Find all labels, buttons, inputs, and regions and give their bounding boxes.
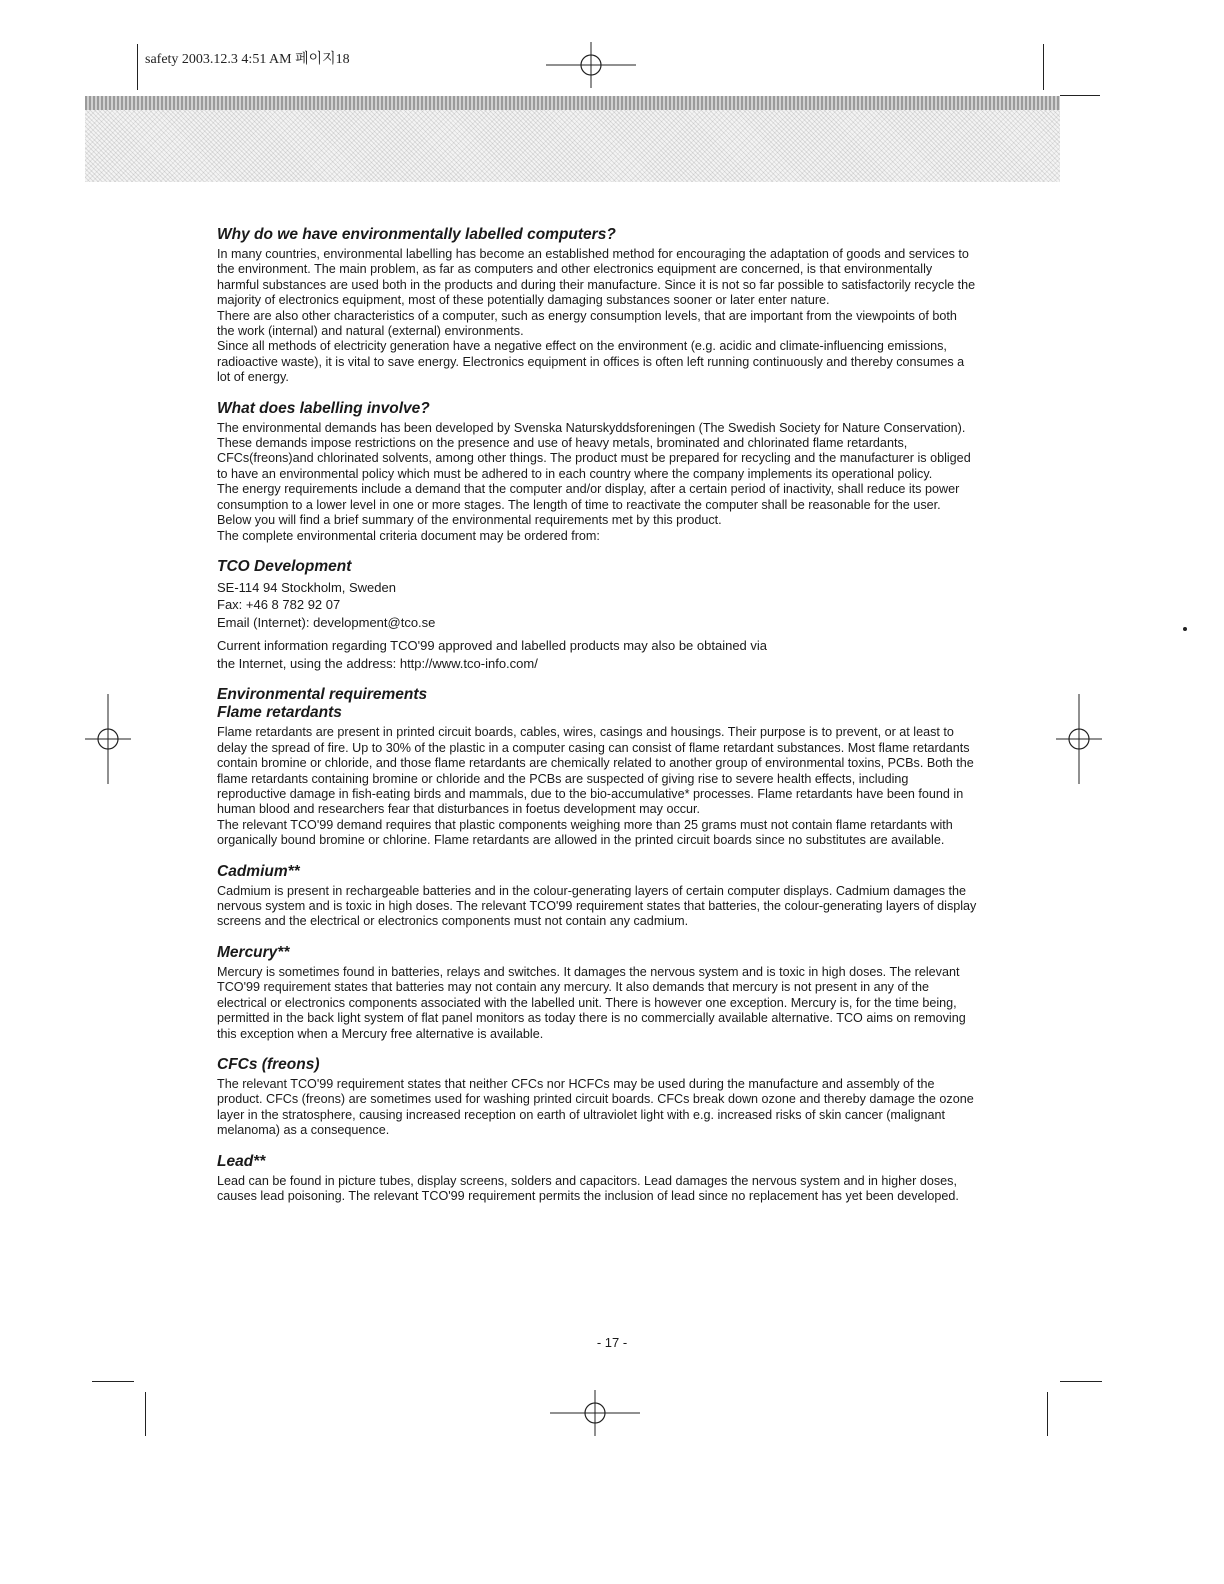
page-number: - 17 - <box>596 1335 628 1350</box>
crop-mark-top-left <box>137 44 138 90</box>
print-header: safety 2003.12.3 4:51 AM 페이지18 <box>145 52 350 67</box>
paragraph: There are also other characteristics of a computer, such as energy consumption levels, that are important from the viewpoints of both the work (internal) and natural (external) environments. <box>217 308 957 339</box>
registration-mark-right-icon <box>1056 694 1102 784</box>
section-labelling <box>217 400 977 544</box>
section-cadmium-heading: Cadmium** <box>217 862 300 880</box>
paragraph: In many countries, environmental labelling has become an established method for encouraging the adaptation of goods and services to the environment. The main problem, as far as computers and other electronics equipment are concerned, is that environmentally harmful substances are used both in the products and during their manufacture. Since it is not so far possible to satisfactorily recycle the majority of electronics equipment, most of these potentially damaging substances sooner or later enter nature. <box>217 247 976 308</box>
registration-mark-left-icon <box>85 694 131 784</box>
paragraph: Lead can be found in picture tubes, display screens, solders and capacitors. Lead damages the nervous system and in higher doses, causes lead poisoning. The relevant TCO'99 requirement permits the inclusion of lead since no replacement has yet been developed. <box>217 1173 959 1203</box>
crop-mark-top-right-h <box>1060 95 1100 96</box>
crop-mark-bottom-left-h <box>92 1381 134 1382</box>
section-cfcs <box>217 1056 977 1139</box>
section-environmental-heading: Environmental requirements <box>217 686 428 704</box>
paragraph: Below you will find a brief summary of the environmental requirements met by this product. <box>217 513 722 528</box>
document-body <box>217 226 977 1218</box>
registration-mark-bottom-icon <box>550 1390 640 1436</box>
crop-mark-top-right <box>1043 44 1044 90</box>
section-tco <box>217 558 977 673</box>
section-flame-heading: Flame retardants <box>217 704 342 722</box>
stray-dot <box>1183 627 1187 631</box>
section-mercury-heading: Mercury** <box>217 943 290 961</box>
section-lead-heading: Lead** <box>217 1152 266 1170</box>
paragraph: The environmental demands has been developed by Svenska Naturskyddsforeningen (The Swedish Society for Nature Conservation). These demands impose restrictions on the presence and use of heavy metals, brominated and chlorinated flame retardants, CFCs(freons)and chlorinated solvents, among other things. The product must be prepared for recycling and the manufacturer is obliged to have an environmental policy which must be adhered to in each country where the company implements its operational policy. <box>217 420 971 481</box>
section-environmental <box>217 686 977 848</box>
header-banner-strip <box>85 96 1060 110</box>
tco-info-url: the Internet, using the address: http://www.tco-info.com/ <box>217 655 538 671</box>
tco-info-line: Current information regarding TCO'99 approved and labelled products may also be obtained via <box>217 638 768 654</box>
crop-mark-bottom-right-v <box>1047 1392 1048 1436</box>
section-labelling-heading: What does labelling involve? <box>217 399 430 417</box>
paragraph: The relevant TCO'99 demand requires that plastic components weighing more than 25 grams must not contain flame retardants with organically bound bromine or chlorine. Flame retardants are allowed in the printed circuit boards since no substitutes are available. <box>217 817 953 848</box>
paragraph: Since all methods of electricity generation have a negative effect on the environment (e.g. acidic and climate-influencing emissions, radioactive waste), it is vital to save energy. Electronics equipment in offices is often left running continuously and thereby consumes a lot of energy. <box>217 339 965 385</box>
paragraph: Mercury is sometimes found in batteries, relays and switches. It damages the nervous system and is toxic in high doses. The relevant TCO'99 requirement states that batteries may not contain any mercury. It also demands that mercury is not present in any of the electrical or electronics components associated with the labelled unit. There is however one exception. Mercury is, for the time being, permitted in the back light system of flat panel monitors as today there is no commercially available alternative. TCO aims on removing this exception when a Mercury free alternative is available. <box>217 964 966 1041</box>
paragraph: The complete environmental criteria document may be ordered from: <box>217 528 600 543</box>
section-why <box>217 226 977 386</box>
paragraph: The relevant TCO'99 requirement states that neither CFCs nor HCFCs may be used during the manufacture and assembly of the product. CFCs (freons) are sometimes used for washing printed circuit boards. CFCs break down ozone and thereby damage the ozone layer in the stratosphere, causing increased reception on earth of ultraviolet light with e.g. increased risks of skin cancer (malignant melanoma) as a consequence. <box>217 1076 974 1138</box>
section-mercury <box>217 944 977 1042</box>
paragraph: Cadmium is present in rechargeable batteries and in the colour-generating layers of certain computer displays. Cadmium damages the nervous system and is toxic in high doses. The relevant TCO'99 requirement states that batteries, the colour-generating layers of display screens and the electrical or electronics components must not contain any cadmium. <box>217 883 977 929</box>
section-tco-heading: TCO Development <box>217 557 352 575</box>
header-banner <box>85 96 1060 182</box>
section-lead <box>217 1153 977 1205</box>
tco-address: SE-114 94 Stockholm, Sweden <box>217 579 396 595</box>
paragraph: The energy requirements include a demand that the computer and/or display, after a certain period of inactivity, shall reduce its power consumption to a lower level in one or more stages. The length of time to reactivate the computer shall be reasonable for the user. <box>217 482 960 512</box>
registration-mark-top-icon <box>546 42 636 88</box>
crop-mark-bottom-right-h <box>1060 1381 1102 1382</box>
crop-mark-bottom-left-v <box>145 1392 146 1436</box>
tco-email: Email (Internet): development@tco.se <box>217 614 436 630</box>
section-cfcs-heading: CFCs (freons) <box>217 1055 320 1073</box>
section-cadmium <box>217 863 977 930</box>
paragraph: Flame retardants are present in printed circuit boards, cables, wires, casings and housings. Their purpose is to prevent, or at least to delay the spread of fire. Up to 30% of the plastic in a computer casing can consist of flame retardant substances. Most flame retardants contain bromine or chloride, and those flame retardants are chemically related to another group of environmental toxins, PCBs. Both the flame retardants containing bromine or chloride and the PCBs are suspected of giving rise to severe health effects, including reproductive damage in fish-eating birds and mammals, due to the bio-accumulative* processes. Flame retardants have been found in human blood and researchers fear that disturbances in foetus development may occur. <box>217 725 974 817</box>
section-why-heading: Why do we have environmentally labelled computers? <box>217 226 616 243</box>
tco-fax: Fax: +46 8 782 92 07 <box>217 597 341 613</box>
